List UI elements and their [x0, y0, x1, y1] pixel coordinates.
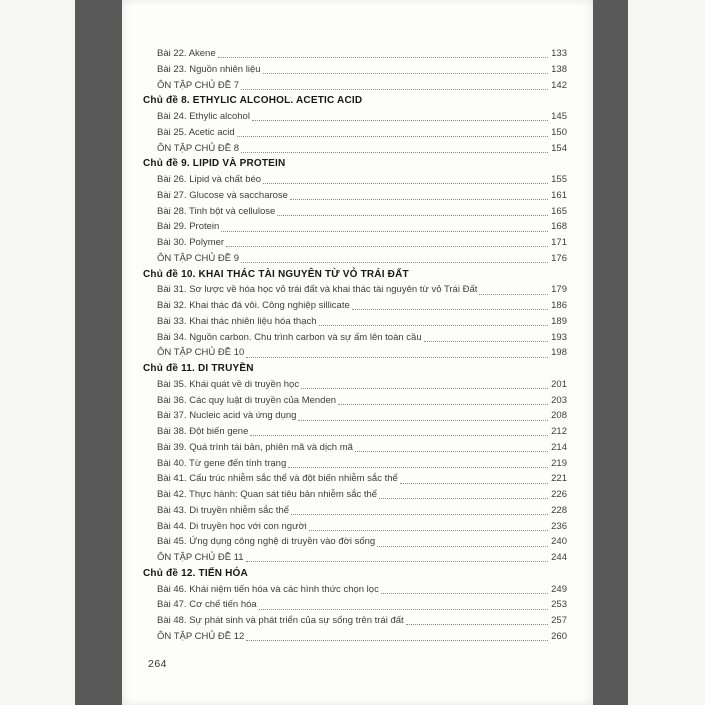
dotted-leader [352, 309, 548, 310]
toc-entry [143, 408, 567, 424]
toc-entry-label: Bài 31. Sơ lược về hóa học vỏ trái đất và khai thác tài nguyên từ vỏ Trái Đất [157, 284, 478, 296]
toc-entry-label: Bài 37. Nucleic acid và ứng dụng [157, 410, 297, 422]
toc-entry [143, 78, 567, 94]
toc-entry-label: ÔN TẬP CHỦ ĐỀ 8 [157, 142, 240, 154]
toc-entry-page-number: 165 [551, 205, 567, 217]
toc-entry-page-number: 249 [551, 583, 567, 595]
toc-section-heading [143, 566, 567, 582]
toc-entry-page-number: 176 [551, 252, 567, 264]
toc-entry-page-number: 138 [551, 63, 567, 75]
dotted-leader [479, 294, 548, 295]
toc-entry-label: ÔN TẬP CHỦ ĐỀ 10 [157, 347, 245, 359]
toc-entry [143, 503, 567, 519]
toc-entry [143, 456, 567, 472]
toc-entry-page-number: 257 [551, 615, 567, 626]
toc-entry-label: Bài 44. Di truyền học với con người [157, 520, 307, 532]
toc-entry-label: Bài 36. Các quy luật di truyền của Menden [157, 394, 337, 406]
toc-entry [143, 613, 567, 629]
dotted-leader [263, 73, 549, 74]
toc-entry [143, 440, 567, 456]
toc-heading-label: Chủ đề 8. ETHYLIC ALCOHOL. ACETIC ACID [143, 95, 363, 107]
dotted-leader [291, 514, 548, 515]
toc-entry-label: Bài 39. Quá trình tái bản, phiên mã và dịch mã [157, 441, 353, 453]
dotted-leader [246, 357, 548, 358]
toc-entry-page-number: 142 [551, 79, 567, 91]
dotted-leader [301, 388, 548, 389]
toc-heading-label: Chủ đề 9. LIPID VÀ PROTEIN [143, 158, 286, 170]
toc-entry-page-number: 208 [551, 410, 567, 422]
toc-entry [143, 235, 567, 251]
dotted-leader [259, 609, 548, 610]
toc-entry-page-number: 161 [551, 189, 567, 201]
toc-entry-label: ÔN TẬP CHỦ ĐỀ 11 [157, 552, 244, 563]
dotted-leader [355, 451, 548, 452]
toc-heading-label: Chủ đề 10. KHAI THÁC TÀI NGUYÊN TỪ VỎ TRÁI ĐẤT [143, 268, 409, 280]
toc-entry [143, 251, 567, 267]
toc-entry-page-number: 193 [551, 331, 567, 343]
toc-entry-label: Bài 24. Ethylic alcohol [157, 111, 250, 122]
toc-entry-page-number: 228 [551, 504, 567, 516]
toc-entry-page-number: 189 [551, 315, 567, 327]
toc-entry-label: ÔN TẬP CHỦ ĐỀ 7 [157, 79, 240, 91]
toc-entry-label: Bài 48. Sự phát sinh và phát triển của sự sống trên trái đất [157, 615, 404, 626]
toc-entry-page-number: 253 [551, 599, 567, 611]
toc-entry-page-number: 179 [551, 284, 567, 296]
toc-entry [143, 597, 567, 613]
toc-entry-label: Bài 42. Thực hành: Quan sát tiêu bản nhiễm sắc thể [157, 489, 378, 500]
toc-entry [143, 204, 567, 220]
toc-entry [143, 109, 567, 125]
toc-entry [143, 393, 567, 409]
dotted-leader [290, 199, 548, 200]
dotted-leader [246, 640, 548, 641]
toc-entry-label: Bài 32. Khai thác đá vôi. Công nghiệp sillicate [157, 300, 350, 311]
toc-entry-label: Bài 29. Protein [157, 221, 220, 233]
dotted-leader [406, 624, 548, 625]
toc-entry [143, 550, 567, 566]
toc-entry-page-number: 201 [551, 378, 567, 390]
toc-entry-label: Bài 38. Đột biến gene [157, 426, 249, 437]
toc-entry-page-number: 198 [551, 347, 567, 359]
dotted-leader [400, 483, 548, 484]
book-edge-left [75, 0, 122, 705]
toc-entry-label: ÔN TẬP CHỦ ĐỀ 12 [157, 630, 245, 642]
toc-entry-label: Bài 41. Cấu trúc nhiễm sắc thể và đột biến nhiễm sắc thể [157, 473, 398, 485]
dotted-leader [221, 231, 548, 232]
toc-entry [143, 534, 567, 550]
toc-entry-page-number: 168 [551, 221, 567, 233]
toc-entry [143, 471, 567, 487]
toc-entry [143, 377, 567, 393]
toc-entry-label: Bài 35. Khái quát về di truyền học [157, 378, 300, 390]
book-edge-right [593, 0, 628, 705]
toc-entry-page-number: 150 [551, 126, 567, 138]
dotted-leader [381, 593, 548, 594]
dotted-leader [424, 341, 549, 342]
toc-entry-page-number: 219 [551, 457, 567, 469]
toc-entry-page-number: 214 [551, 441, 567, 453]
toc-entry-label: Bài 25. Acetic acid [157, 126, 235, 138]
toc-section-heading [143, 267, 567, 283]
dotted-leader [226, 246, 548, 247]
toc-entry-page-number: 244 [551, 552, 567, 563]
toc-section-heading [143, 156, 567, 172]
toc-entry [143, 487, 567, 503]
toc-entry-page-number: 133 [551, 48, 567, 59]
dotted-leader [218, 57, 549, 58]
dotted-leader [241, 89, 548, 90]
toc-entry [143, 125, 567, 141]
toc-entry [143, 172, 567, 188]
dotted-leader [263, 183, 548, 184]
toc-entry-label: ÔN TẬP CHỦ ĐỀ 9 [157, 252, 240, 264]
toc-entry-label: Bài 30. Polymer [157, 237, 225, 248]
toc-entry [143, 345, 567, 361]
dotted-leader [237, 136, 549, 137]
toc-entry-label: Bài 28. Tinh bột và cellulose [157, 205, 276, 217]
toc-entry-page-number: 236 [551, 520, 567, 532]
toc-entry-page-number: 240 [551, 536, 567, 548]
toc-entry-page-number: 186 [551, 300, 567, 311]
toc-section-heading [143, 93, 567, 109]
dotted-leader [241, 152, 548, 153]
dotted-leader [252, 120, 548, 121]
toc-entry [143, 519, 567, 535]
toc-entry-label: Bài 46. Khái niệm tiến hóa và các hình thức chọn lọc [157, 583, 379, 595]
toc-entry [143, 582, 567, 598]
dotted-leader [250, 435, 548, 436]
toc-entry [143, 141, 567, 157]
toc-entry [143, 298, 567, 314]
toc-entry-label: Bài 40. Từ gene đến tính trạng [157, 457, 287, 469]
dotted-leader [298, 420, 548, 421]
toc-entry-label: Bài 33. Khai thác nhiên liệu hóa thạch [157, 315, 317, 327]
dotted-leader [277, 215, 548, 216]
dotted-leader [377, 546, 548, 547]
toc-entry-label: Bài 45. Ứng dụng công nghệ di truyền vào đời sống [157, 536, 376, 548]
dotted-leader [309, 530, 548, 531]
toc-entry-label: Bài 22. Akene [157, 48, 216, 59]
toc-entry-label: Bài 27. Glucose và saccharose [157, 189, 288, 201]
toc-entry [143, 219, 567, 235]
toc-entry-page-number: 145 [551, 111, 567, 122]
toc-entry-page-number: 212 [551, 426, 567, 437]
toc-entry-page-number: 171 [551, 237, 567, 248]
dotted-leader [319, 325, 549, 326]
book-page [122, 0, 593, 705]
toc-entry-label: Bài 34. Nguồn carbon. Chu trình carbon và sự ấm lên toàn cầu [157, 331, 422, 343]
toc-section-heading [143, 361, 567, 377]
toc-entry-page-number: 221 [551, 473, 567, 485]
toc-entry [143, 314, 567, 330]
toc-entry [143, 188, 567, 204]
dotted-leader [288, 467, 548, 468]
toc-entry [143, 629, 567, 645]
dotted-leader [241, 262, 548, 263]
toc-entry [143, 46, 567, 62]
dotted-leader [338, 404, 548, 405]
toc-entry-label: Bài 47. Cơ chế tiến hóa [157, 599, 257, 611]
toc-entry-page-number: 226 [551, 489, 567, 500]
dotted-leader [246, 561, 549, 562]
toc-entry-page-number: 260 [551, 630, 567, 642]
toc-entry-label: Bài 23. Nguồn nhiên liệu [157, 63, 261, 75]
toc-entry [143, 282, 567, 298]
toc-heading-label: Chủ đề 11. DI TRUYỀN [143, 363, 254, 374]
page-number: 264 [148, 658, 168, 670]
toc-entry [143, 330, 567, 346]
table-of-contents [143, 46, 567, 645]
toc-entry [143, 424, 567, 440]
toc-entry [143, 62, 567, 78]
toc-entry-page-number: 203 [551, 394, 567, 406]
toc-entry-page-number: 155 [551, 174, 567, 185]
toc-entry-label: Bài 43. Di truyền nhiễm sắc thể [157, 504, 290, 516]
toc-entry-label: Bài 26. Lipid và chất béo [157, 174, 262, 185]
toc-entry-page-number: 154 [551, 142, 567, 154]
toc-heading-label: Chủ đề 12. TIẾN HÓA [143, 567, 248, 579]
dotted-leader [379, 498, 548, 499]
